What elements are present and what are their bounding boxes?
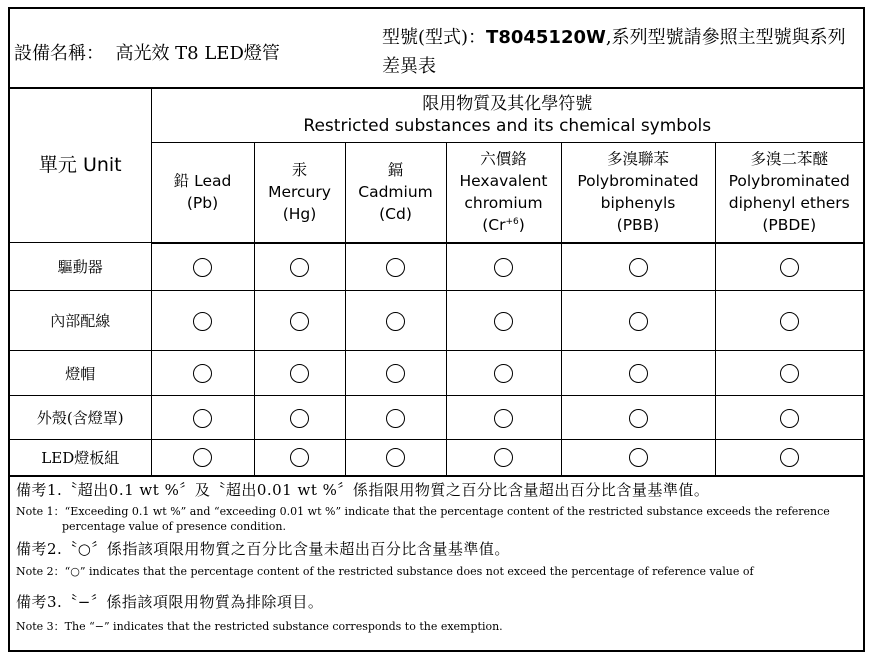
- document-header: [10, 9, 863, 89]
- status-cell: [715, 351, 863, 396]
- status-cell: [446, 396, 561, 440]
- circle-mark-icon: [780, 409, 799, 428]
- status-cell: [151, 440, 254, 476]
- row-unit-label: 燈帽: [10, 351, 151, 396]
- note1-en-cont: percentage value of presence condition.: [62, 520, 286, 533]
- row-unit-label: 外殼(含燈罩): [10, 396, 151, 440]
- status-cell: [561, 291, 715, 351]
- status-cell: [715, 440, 863, 476]
- status-cell: [446, 440, 561, 476]
- note1-en: Note 1：“Exceeding 0.1 wt %” and “exceeding 0.01 wt %” indicate that the percentage content of the restricted substance exceeds the reference: [16, 505, 830, 518]
- table-row: [10, 243, 863, 291]
- circle-mark-icon: [193, 409, 212, 428]
- model-line: [382, 23, 862, 81]
- row-unit-label: LED燈板組: [10, 440, 151, 476]
- status-cell: [345, 243, 446, 291]
- circle-mark-icon: [780, 312, 799, 331]
- substance-pbb-header: 多溴聯苯 Polybrominated biphenyls (PBB): [561, 143, 715, 243]
- status-cell: [446, 351, 561, 396]
- row-unit-label: 驅動器: [10, 243, 151, 291]
- table-row: [10, 291, 863, 351]
- status-cell: [561, 440, 715, 476]
- table-row: [10, 440, 863, 476]
- circle-mark-icon: [386, 312, 405, 331]
- note1-zh: 備考1.〝超出0.1 wt %〞及〝超出0.01 wt %〞係指限用物質之百分比含量超出百分比含量基準值。: [16, 481, 710, 499]
- status-cell: [345, 440, 446, 476]
- unit-header-zh: 單元: [38, 154, 77, 176]
- circle-mark-icon: [386, 448, 405, 467]
- status-cell: [345, 396, 446, 440]
- model-number: T8045120W: [486, 27, 606, 48]
- substance-chromium-header: 六價鉻 Hexavalent chromium $(Cr^{+6})$: [446, 143, 561, 243]
- circle-mark-icon: [193, 448, 212, 467]
- status-cell: [715, 243, 863, 291]
- circle-mark-icon: [386, 258, 405, 277]
- circle-mark-icon: [494, 364, 513, 383]
- substances-group-header: [151, 88, 863, 143]
- status-cell: [254, 351, 345, 396]
- rohs-declaration-frame: [8, 7, 865, 652]
- status-cell: [254, 243, 345, 291]
- circle-mark-icon: [290, 448, 309, 467]
- status-cell: [151, 291, 254, 351]
- device-label: 設備名稱：: [14, 43, 104, 64]
- substance-cadmium-header: 鎘 Cadmium (Cd): [345, 143, 446, 243]
- circle-mark-icon: [193, 258, 212, 277]
- circle-mark-icon: [780, 448, 799, 467]
- status-cell: [561, 243, 715, 291]
- circle-mark-icon: [290, 364, 309, 383]
- substance-pbde-header: 多溴二苯醚 Polybrominated diphenyl ethers (PBDE): [715, 143, 863, 243]
- device-name: 高光效 T8 LED燈管: [115, 43, 280, 64]
- circle-mark-icon: [290, 258, 309, 277]
- status-cell: [446, 291, 561, 351]
- group-header-en: Restricted substances and its chemical symbols: [303, 116, 712, 136]
- circle-mark-icon: [193, 312, 212, 331]
- status-cell: [254, 440, 345, 476]
- status-cell: [345, 351, 446, 396]
- status-cell: [254, 291, 345, 351]
- circle-mark-icon: [386, 409, 405, 428]
- status-cell: [254, 396, 345, 440]
- status-cell: [151, 243, 254, 291]
- circle-mark-icon: [629, 364, 648, 383]
- status-cell: [715, 291, 863, 351]
- model-label: 型號(型式)：: [382, 27, 487, 48]
- circle-mark-icon: [629, 448, 648, 467]
- status-cell: [345, 291, 446, 351]
- status-cell: [151, 351, 254, 396]
- circle-mark-icon: [494, 312, 513, 331]
- substance-lead-header: 鉛 Lead (Pb): [151, 143, 254, 243]
- circle-mark-icon: [494, 448, 513, 467]
- circle-mark-icon: [290, 409, 309, 428]
- note3-zh: 備考3.〝−〞係指該項限用物質為排除項目。: [16, 593, 324, 611]
- circle-mark-icon: [629, 258, 648, 277]
- row-unit-label: 內部配線: [10, 291, 151, 351]
- status-cell: [151, 396, 254, 440]
- table-row: [10, 396, 863, 440]
- notes-section: [16, 479, 861, 634]
- note3-en: Note 3：The “−” indicates that the restricted substance corresponds to the exemption.: [16, 620, 503, 633]
- circle-mark-icon: [629, 409, 648, 428]
- device-name-line: [14, 39, 280, 65]
- status-cell: [715, 396, 863, 440]
- model-suffix: ,系列型號請參照主型號與系列差異表: [382, 27, 846, 77]
- circle-mark-icon: [780, 364, 799, 383]
- restricted-substances-table: [10, 87, 863, 477]
- circle-mark-icon: [629, 312, 648, 331]
- substance-mercury-header: 汞 Mercury (Hg): [254, 143, 345, 243]
- circle-mark-icon: [193, 364, 212, 383]
- status-cell: [446, 243, 561, 291]
- status-cell: [561, 396, 715, 440]
- unit-header-en: Unit: [82, 154, 122, 176]
- circle-mark-icon: [494, 409, 513, 428]
- circle-mark-icon: [494, 258, 513, 277]
- circle-mark-icon: [386, 364, 405, 383]
- note2-en: Note 2：“○” indicates that the percentage content of the restricted substance does not exceed the percentage of reference value of: [16, 565, 754, 578]
- unit-header: [10, 88, 151, 243]
- note2-zh: 備考2.〝○〞係指該項限用物質之百分比含量未超出百分比含量基準值。: [16, 540, 510, 558]
- group-header-zh: 限用物質及其化學符號: [422, 94, 593, 114]
- circle-mark-icon: [780, 258, 799, 277]
- circle-mark-icon: [290, 312, 309, 331]
- status-cell: [561, 351, 715, 396]
- table-row: [10, 351, 863, 396]
